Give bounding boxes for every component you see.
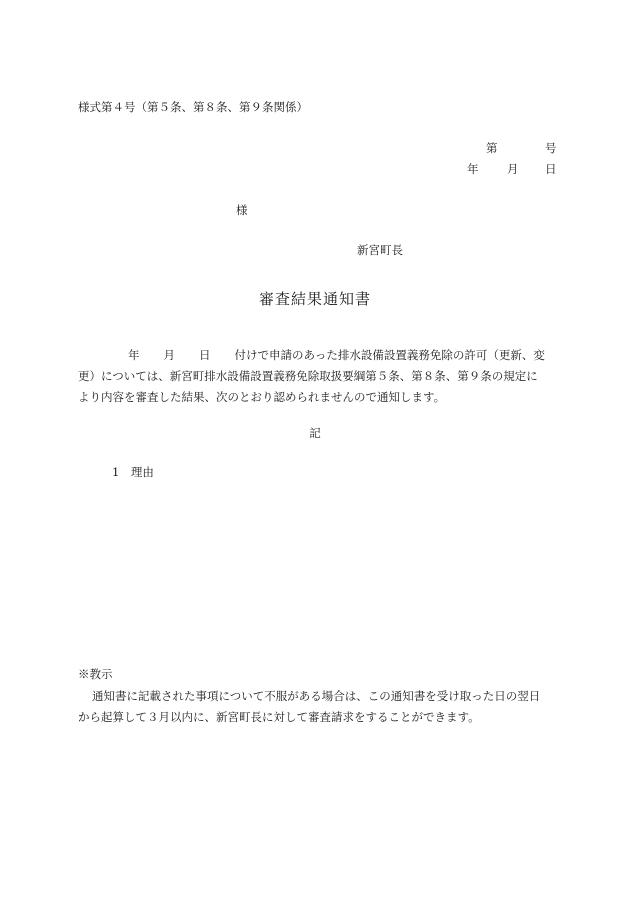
notice-paragraph <box>78 686 558 728</box>
document-number-suffix: 号 <box>545 141 557 155</box>
reason-item-label: 1 理由 <box>112 465 154 479</box>
issuer-name: 新宮町長 <box>357 243 403 257</box>
body-line-2: 更）については、新宮町排水設備設置義務免除取扱要綱第５条、第８条、第９条の規定に <box>78 369 538 383</box>
notice-line-1 <box>78 686 558 707</box>
body-year-label: 年 <box>128 348 140 362</box>
body-line-1-text: 付けで申請のあった排水設備設置義務免除の許可（更新、変 <box>234 348 545 362</box>
notice-line-1-text: 通知書に記載された事項について不服がある場合は、この通知書を受け取った日の翌日 <box>92 689 541 703</box>
body-line-3: より内容を審査した結果、次のとおり認められませんので通知します。 <box>78 390 446 404</box>
date-month-label: 月 <box>507 162 519 176</box>
body-line-1 <box>78 345 556 366</box>
form-number: 様式第４号（第５条、第８条、第９条関係） <box>78 100 308 114</box>
addressee-honorific: 様 <box>236 203 248 217</box>
notice-line-2: から起算して３月以内に、新宮町長に対して審査請求をすることができます。 <box>78 710 480 724</box>
body-paragraph <box>78 345 556 408</box>
document-title: 審査結果通知書 <box>258 290 371 308</box>
ki-heading: 記 <box>309 426 321 440</box>
document-number-prefix: 第 <box>486 141 498 155</box>
date-day-label: 日 <box>545 162 557 176</box>
body-month-label: 月 <box>163 348 175 362</box>
notice-heading: ※教示 <box>78 667 113 681</box>
date-year-label: 年 <box>467 162 479 176</box>
body-day-label: 日 <box>199 348 211 362</box>
